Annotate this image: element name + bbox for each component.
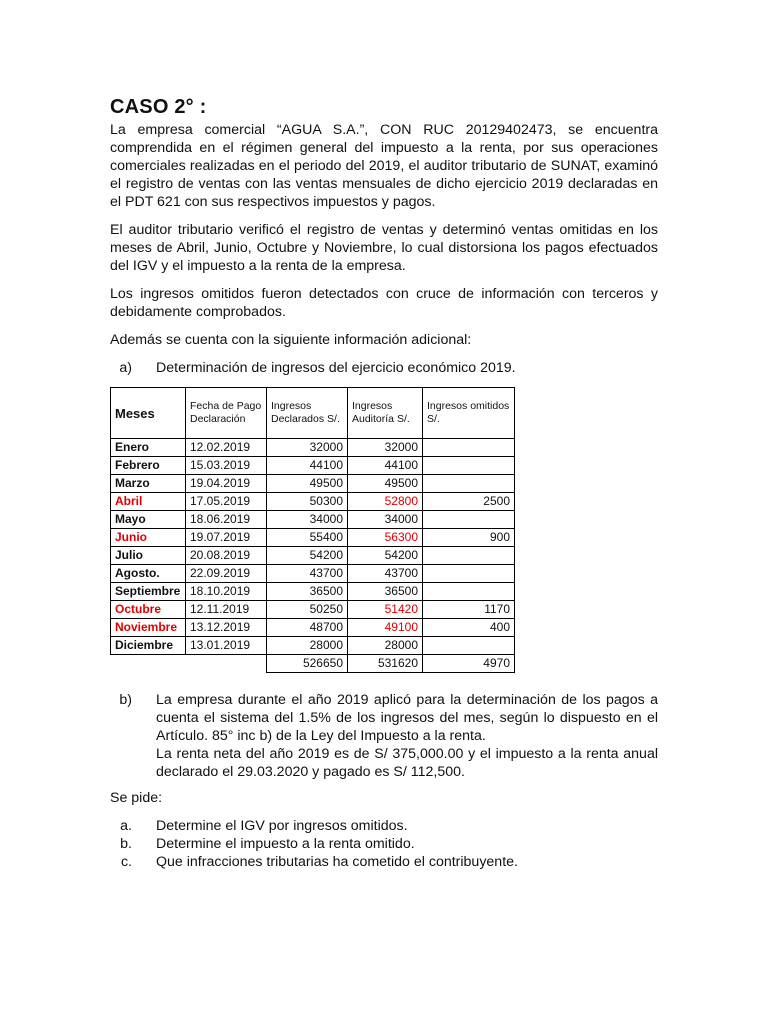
row-month: Diciembre [111,637,186,655]
row-omitted [423,583,515,601]
item-b [110,691,658,781]
row-omitted [423,547,515,565]
row-omitted: 900 [423,529,515,547]
paragraph-omitted: Los ingresos omitidos fueron detectados con cruce de información con terceros y debidamente comprobados. [110,286,658,320]
question-c-marker: c. [120,854,132,870]
row-declared: 54200 [267,547,348,565]
table-row [111,493,515,511]
row-declared: 36500 [267,583,348,601]
row-audited: 54200 [348,547,423,565]
row-audited: 34000 [348,511,423,529]
row-audited: 44100 [348,457,423,475]
row-audited: 49500 [348,475,423,493]
row-omitted: 2500 [423,493,515,511]
total-auditoria: 531620 [348,655,423,673]
table-row [111,439,515,457]
questions-list [110,817,658,871]
row-date: 19.07.2019 [186,529,267,547]
table-row [111,583,515,601]
row-date: 18.06.2019 [186,511,267,529]
row-month: Abril [111,493,186,511]
question-c [110,853,658,871]
row-declared: 32000 [267,439,348,457]
row-declared: 48700 [267,619,348,637]
total-declarados: 526650 [267,655,348,673]
row-month: Septiembre [111,583,186,601]
item-b-line1: La empresa durante el año 2019 aplicó para la determinación de los pagos a cuenta el sistema del 1.5% de los ingresos del mes, según lo dispuesto en el Artículo. 85° inc b) de la Ley del Impuesto a la renta. [156,692,658,744]
table-row [111,547,515,565]
question-b-marker: b. [120,836,132,852]
row-date: 19.04.2019 [186,475,267,493]
row-month: Noviembre [111,619,186,637]
totals-blank [111,655,186,673]
item-b-text [156,691,658,781]
row-date: 17.05.2019 [186,493,267,511]
row-declared: 43700 [267,565,348,583]
row-month: Julio [111,547,186,565]
row-omitted [423,637,515,655]
row-month: Enero [111,439,186,457]
header-omitidos: Ingresos omitidos S/. [423,388,515,439]
header-fecha: Fecha de Pago Declaración [186,388,267,439]
row-month: Febrero [111,457,186,475]
row-omitted [423,511,515,529]
row-audited: 36500 [348,583,423,601]
question-a-text: Determine el IGV por ingresos omitidos. [156,818,408,834]
income-table [110,387,515,673]
row-omitted [423,475,515,493]
question-b-text: Determine el impuesto a la renta omitido. [156,836,415,852]
item-a-marker: a) [119,360,132,376]
row-audited: 52800 [348,493,423,511]
table-row [111,565,515,583]
total-omitidos: 4970 [423,655,515,673]
row-declared: 49500 [267,475,348,493]
question-c-text: Que infracciones tributarias ha cometido el contribuyente. [156,854,518,870]
table-row [111,619,515,637]
row-declared: 34000 [267,511,348,529]
row-date: 22.09.2019 [186,565,267,583]
row-date: 12.02.2019 [186,439,267,457]
table-totals-row [111,655,515,673]
question-b [110,835,658,853]
row-omitted: 1170 [423,601,515,619]
row-declared: 50300 [267,493,348,511]
table-row [111,529,515,547]
row-declared: 55400 [267,529,348,547]
row-omitted: 400 [423,619,515,637]
row-month: Junio [111,529,186,547]
header-meses: Meses [111,388,186,439]
row-omitted [423,565,515,583]
table-row [111,511,515,529]
row-date: 20.08.2019 [186,547,267,565]
totals-blank [186,655,267,673]
row-month: Marzo [111,475,186,493]
row-month: Octubre [111,601,186,619]
row-omitted [423,439,515,457]
item-b-line2: La renta neta del año 2019 es de S/ 375,000.00 y el impuesto a la renta anual declarado el 29.03.2020 y pagado es S/ 112,500. [156,746,658,780]
item-b-marker: b) [119,692,132,708]
row-month: Mayo [111,511,186,529]
se-pide: Se pide: [110,790,163,806]
paragraph-intro: La empresa comercial “AGUA S.A.”, CON RUC 20129402473, se encuentra comprendida en el régimen general del impuesto a la renta, por sus operaciones comerciales realizadas en el periodo del 2019, el auditor tributario de SUNAT, examinó el registro de ventas con las ventas mensuales de dicho ejercicio 2019 declaradas en el PDT 621 con sus respectivos impuestos y pagos. [110,122,658,210]
item-a [110,359,658,377]
row-audited: 51420 [348,601,423,619]
row-audited: 43700 [348,565,423,583]
row-audited: 32000 [348,439,423,457]
row-month: Agosto. [111,565,186,583]
paragraph-auditor: El auditor tributario verificó el registro de ventas y determinó ventas omitidas en los meses de Abril, Junio, Octubre y Noviembre, lo cual distorsiona los pagos efectuados del IGV y el impuesto a la renta de la empresa. [110,222,658,274]
row-date: 18.10.2019 [186,583,267,601]
case-title: CASO 2° : [110,96,207,118]
question-a-marker: a. [120,818,132,834]
table-header-row [111,388,515,439]
row-omitted [423,457,515,475]
question-a [110,817,658,835]
row-audited: 49100 [348,619,423,637]
row-declared: 28000 [267,637,348,655]
row-date: 13.12.2019 [186,619,267,637]
row-audited: 28000 [348,637,423,655]
row-date: 15.03.2019 [186,457,267,475]
table-body [111,439,515,655]
item-a-text: Determinación de ingresos del ejercicio económico 2019. [156,360,516,376]
table-row [111,457,515,475]
table-row [111,637,515,655]
table-row [111,601,515,619]
paragraph-additional: Además se cuenta con la siguiente información adicional: [110,332,472,348]
header-auditoria: Ingresos Auditoría S/. [348,388,423,439]
row-declared: 44100 [267,457,348,475]
header-declarados: Ingresos Declarados S/. [267,388,348,439]
row-date: 13.01.2019 [186,637,267,655]
row-audited: 56300 [348,529,423,547]
row-declared: 50250 [267,601,348,619]
document-page [110,96,658,871]
table-row [111,475,515,493]
row-date: 12.11.2019 [186,601,267,619]
